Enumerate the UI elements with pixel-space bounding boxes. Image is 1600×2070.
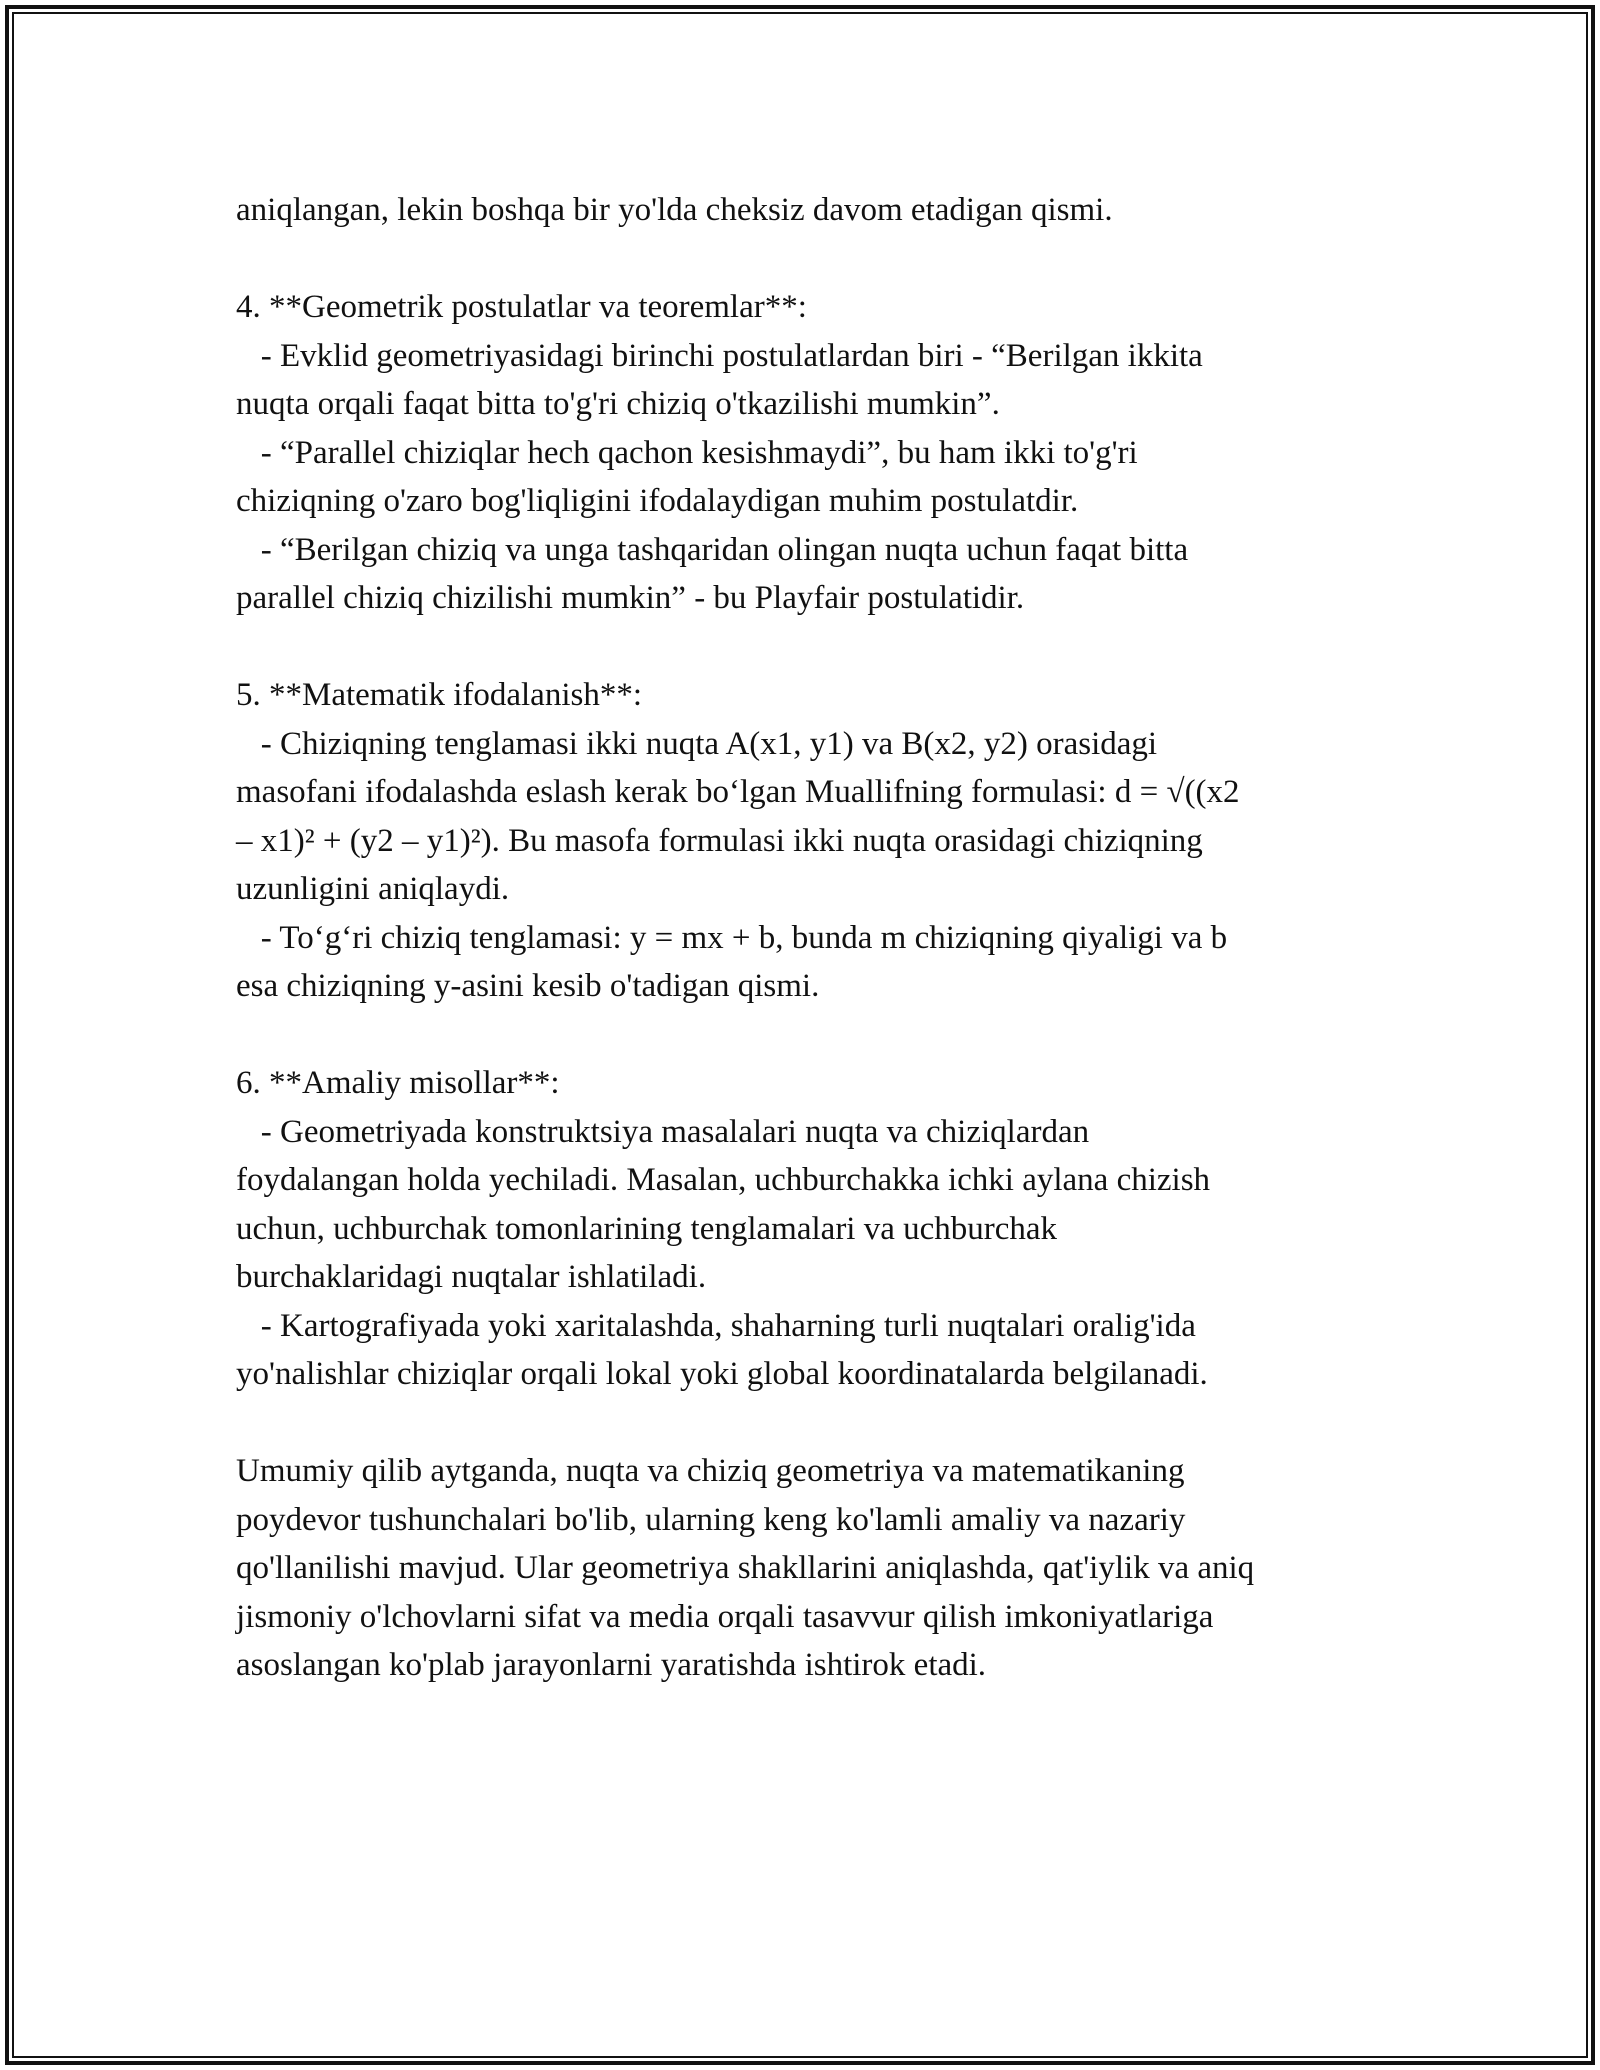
text-line: - “Parallel chiziqlar hech qachon kesishmaydi”, bu ham ikki to'g'ri — [236, 434, 1138, 471]
text-line: - “Berilgan chiziq va unga tashqaridan olingan nuqta uchun faqat bitta — [236, 531, 1189, 568]
text-line: - Evklid geometriyasidagi birinchi postulatlardan biri - “Berilgan ikkita — [236, 337, 1203, 374]
text-line: – x1)² + (y2 – y1)²). Bu masofa formulasi ikki nuqta orasidagi chiziqning — [236, 822, 1203, 859]
text-line: burchaklaridagi nuqtalar ishlatiladi. — [236, 1259, 707, 1295]
blank-line — [236, 1399, 1376, 1448]
text-line: - Chiziqning tenglamasi ikki nuqta A(x1, y1) va B(x2, y2) orasidagi — [236, 725, 1158, 762]
conclusion-line: asoslangan ko'plab jarayonlarni yaratishda ishtirok etadi. — [236, 1647, 987, 1683]
conclusion-line: Umumiy qilib aytganda, nuqta va chiziq geometriya va matematikaning — [236, 1453, 1185, 1489]
text-line: foydalangan holda yechiladi. Masalan, uchburchakka ichki aylana chizish — [236, 1162, 1211, 1198]
text-line: aniqlangan, lekin boshqa bir yo'lda cheksiz davom etadigan qismi. — [236, 192, 1113, 228]
text-line: parallel chiziq chizilishi mumkin” - bu Playfair postulatidir. — [236, 580, 1025, 616]
blank-line — [236, 235, 1376, 284]
text-line: - Kartografiyada yoki xaritalashda, shaharning turli nuqtalari oralig'ida — [236, 1307, 1196, 1344]
text-line: chiziqning o'zaro bog'liqligini ifodalaydigan muhim postulatdir. — [236, 483, 1079, 519]
text-line: masofani ifodalashda eslash kerak bo‘lgan Muallifning formulasi: d = √((x2 — [236, 774, 1240, 810]
conclusion-line: poydevor tushunchalari bo'lib, ularning keng ko'lamli amaliy va nazariy — [236, 1501, 1186, 1538]
text-line: uchun, uchburchak tomonlarining tenglamalari va uchburchak — [236, 1210, 1058, 1247]
conclusion-line: qo'llanilishi mavjud. Ular geometriya shakllarini aniqlashda, qat'iylik va aniq — [236, 1550, 1255, 1586]
conclusion-line: jismoniy o'lchovlarni sifat va media orqali tasavvur qilish imkoniyatlariga — [236, 1598, 1214, 1635]
text-line: yo'nalishlar chiziqlar orqali lokal yoki global koordinatalarda belgilanadi. — [236, 1356, 1208, 1392]
text-line: - Geometriyada konstruktsiya masalalari nuqta va chiziqlardan — [236, 1113, 1090, 1150]
document-body — [236, 186, 1376, 1690]
blank-line — [236, 1011, 1376, 1060]
text-line: uzunligini aniqlaydi. — [236, 871, 510, 907]
blank-line — [236, 623, 1376, 672]
text-line: - To‘g‘ri chiziq tenglamasi: y = mx + b, bunda m chiziqning qiyaligi va b — [236, 919, 1228, 956]
text-line: esa chiziqning y-asini kesib o'tadigan qismi. — [236, 968, 820, 1004]
text-line: nuqta orqali faqat bitta to'g'ri chiziq o'tkazilishi mumkin”. — [236, 386, 1000, 422]
section-heading: 6. **Amaliy misollar**: — [236, 1065, 560, 1101]
section-heading: 5. **Matematik ifodalanish**: — [236, 677, 643, 713]
section-heading: 4. **Geometrik postulatlar va teoremlar**: — [236, 289, 807, 325]
